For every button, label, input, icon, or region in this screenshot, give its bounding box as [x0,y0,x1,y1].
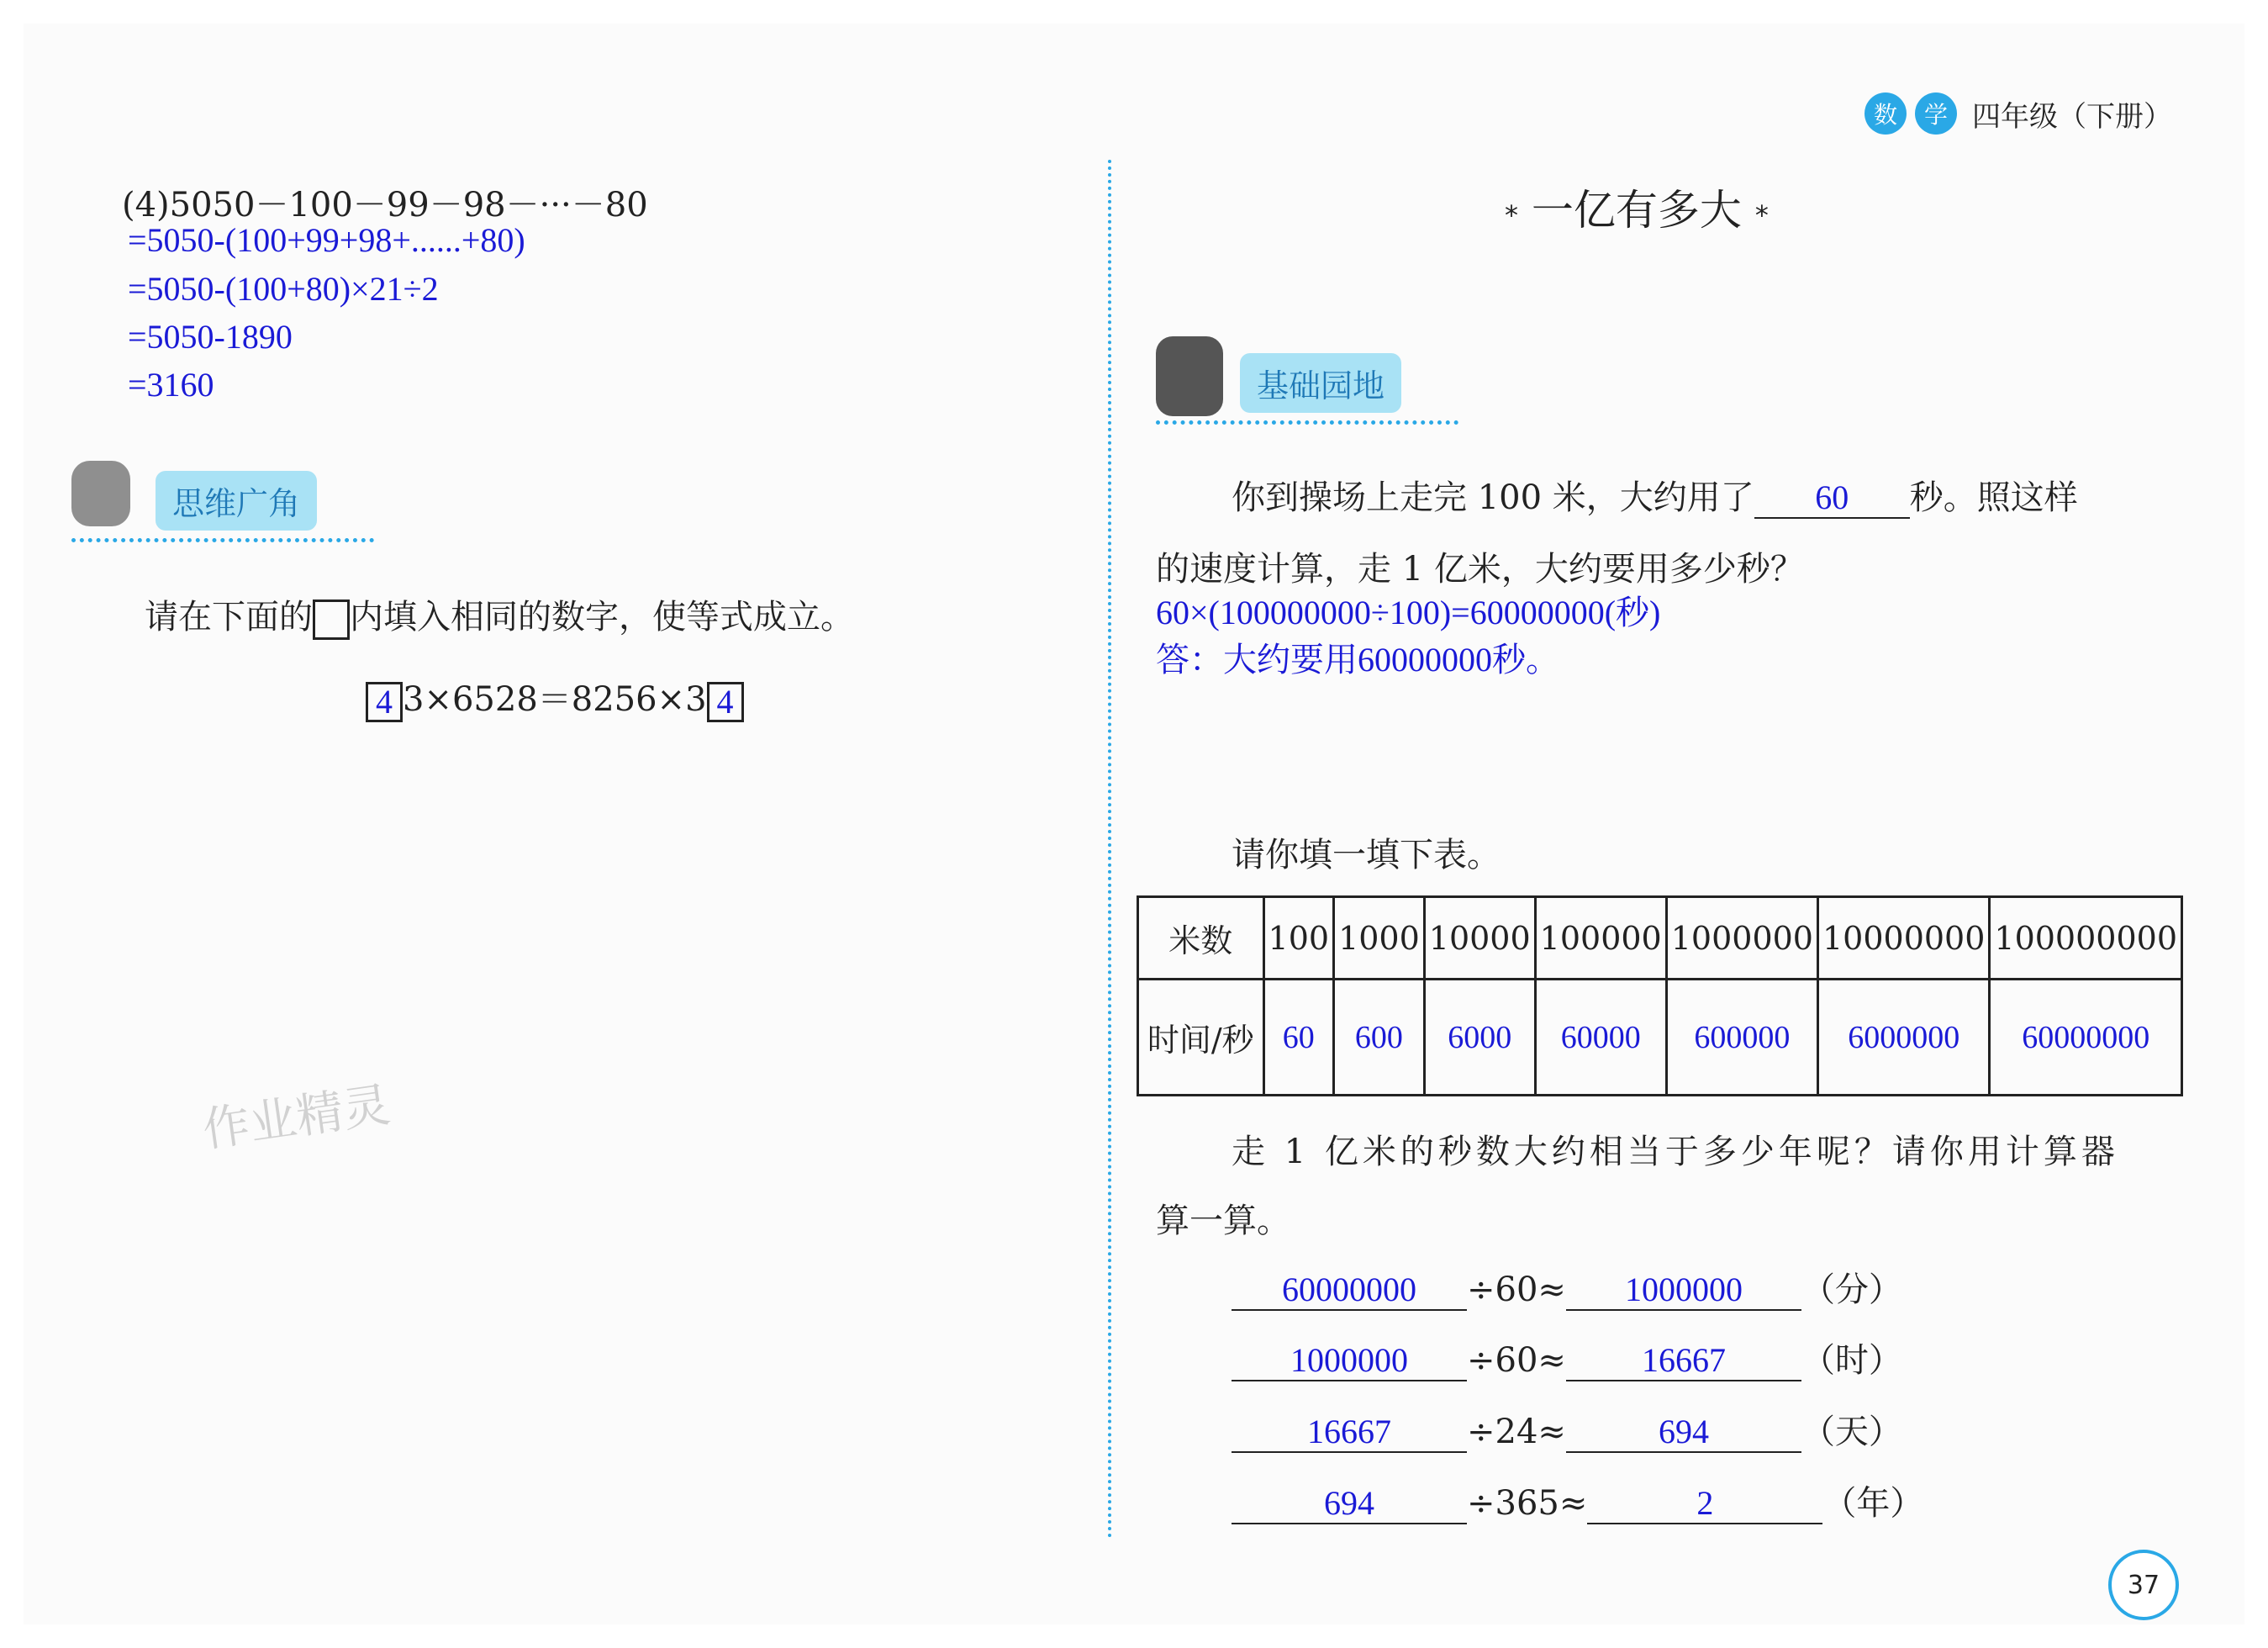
calc-result: 694 [1566,1412,1801,1453]
section-tag-thinking: 思维广角 [156,471,317,531]
q3-line1: 走 1 亿米的秒数大约相当于多少年呢？请你用计算器 [1232,1133,2119,1171]
time-cell: 60 [1263,980,1334,1096]
problem-4-question: (4)5050－100－99－98－···－80 [122,186,648,224]
solution-step: =3160 [128,366,214,404]
workbook-page [24,24,2244,1624]
equation [366,673,744,722]
page-number: 37 [2108,1550,2179,1620]
solution-step: =5050-(100+80)×21÷2 [128,270,439,308]
calc-unit: （时） [1801,1341,1902,1380]
q1-line2: 的速度计算，走 1 亿米，大约要用多少秒？ [1156,550,1804,589]
instruction-part: 内填入相同的数字，使等式成立。 [350,598,854,636]
blank-box-icon [313,600,350,640]
header [1865,92,2172,135]
calc-op: ÷365≈ [1467,1484,1588,1523]
q1-answer-sentence: 答：大约要用60000000秒。 [1156,641,1559,679]
calc-unit: （年） [1822,1484,1924,1523]
calc-input: 1000000 [1232,1340,1467,1381]
calc-unit: （分） [1801,1270,1902,1309]
calc-input: 60000000 [1232,1270,1467,1311]
grade-label: 四年级（下册） [1972,99,2172,134]
asterisk-icon: * [1505,199,1518,231]
calc-result: 1000000 [1566,1270,1801,1311]
calc-result: 16667 [1566,1340,1801,1381]
subject-badge: 数 [1865,92,1907,135]
page-title [1505,177,1769,237]
rabbit-mascot-icon [1156,336,1223,416]
time-cell: 6000000 [1817,980,1989,1096]
q2-prompt: 请你填一填下表。 [1232,836,1501,874]
dotted-rule [71,538,374,542]
solution-step: =5050-(100+99+98+......+80) [128,221,525,259]
q1-line1 [1232,471,2078,519]
meters-cell: 100000 [1535,897,1666,980]
solution-step: =5050-1890 [128,318,293,356]
q3-line2: 算一算。 [1156,1202,1290,1240]
time-cell: 6000 [1424,980,1535,1096]
calc-result: 2 [1587,1483,1822,1524]
page-divider [1108,160,1123,1539]
row-header: 时间/秒 [1138,980,1264,1096]
frog-mascot-icon [71,461,130,526]
row-header: 米数 [1138,897,1264,980]
calc-row [1232,1405,1902,1453]
instruction [145,590,854,640]
q1-solution: 60×(100000000÷100)=60000000(秒) [1156,594,1661,631]
time-cell: 60000000 [1990,980,2182,1096]
meters-cell: 1000 [1334,897,1425,980]
answer-box: 4 [366,682,403,722]
q1-text: 你到操场上走完 100 米，大约用了 [1232,478,1754,517]
time-cell: 600000 [1666,980,1817,1096]
section-tag-basics: 基础园地 [1240,353,1401,413]
subject-badge: 学 [1915,92,1957,135]
dotted-rule [1156,420,1458,425]
time-cell: 600 [1334,980,1425,1096]
calc-op: ÷24≈ [1467,1413,1566,1451]
equation-text: 3×6528＝8256×3 [403,680,707,719]
calc-op: ÷60≈ [1467,1270,1566,1309]
watermark: 作业精灵 [199,1077,394,1159]
meters-cell: 10000000 [1817,897,1989,980]
meters-cell: 1000000 [1666,897,1817,980]
asterisk-icon: * [1754,199,1769,231]
meters-cell: 100 [1263,897,1334,980]
data-table [1137,895,2183,1096]
title-text: 一亿有多大 [1531,186,1742,235]
q1-text: 秒。照这样 [1909,478,2078,517]
calc-row [1232,1263,1902,1311]
calc-input: 694 [1232,1483,1467,1524]
calc-row [1232,1476,1923,1524]
calc-input: 16667 [1232,1412,1467,1453]
meters-cell: 10000 [1424,897,1535,980]
answer-box: 4 [707,682,744,722]
calc-op: ÷60≈ [1467,1341,1566,1380]
q1-answer: 60 [1754,478,1910,519]
calc-row [1232,1334,1902,1381]
time-cell: 60000 [1535,980,1666,1096]
meters-cell: 100000000 [1990,897,2182,980]
instruction-part: 请在下面的 [145,598,313,636]
calc-unit: （天） [1801,1413,1902,1451]
